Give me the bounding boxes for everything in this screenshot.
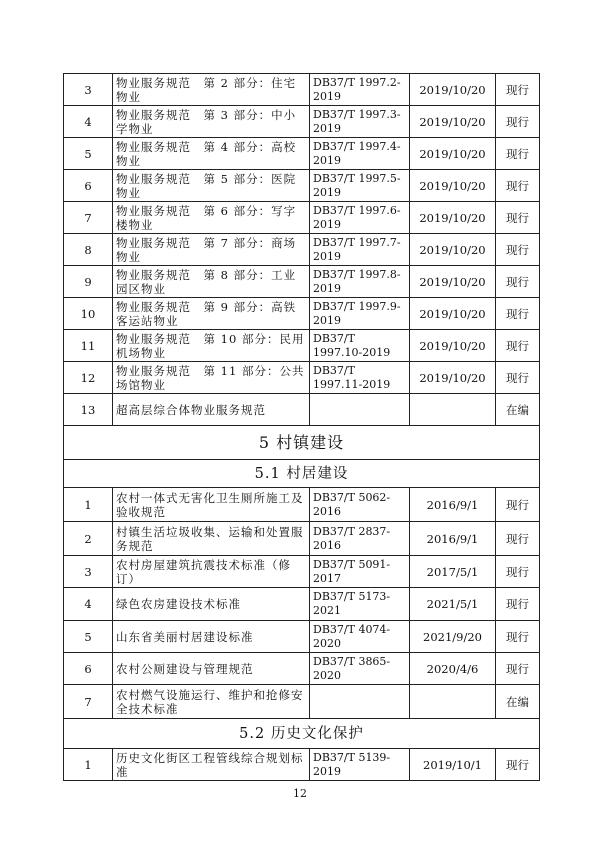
standard-code: DB37/T 3865-2020 [310,653,410,685]
standard-code: DB37/T 1997.2-2019 [310,74,410,106]
row-number: 9 [64,266,113,298]
table-row [64,298,540,330]
section-heading-row [64,426,540,460]
status: 在编 [496,394,540,426]
status: 现行 [496,170,540,202]
table-row [64,522,540,556]
effective-date: 2016/9/1 [410,522,496,556]
page-number: 12 [293,787,307,800]
standard-name: 超高层综合体物业服务规范 [113,394,310,426]
effective-date [410,394,496,426]
standard-code: DB37/T 1997.5-2019 [310,170,410,202]
standard-name: 物业服务规范 第 7 部分：商场物业 [113,234,310,266]
effective-date: 2021/9/20 [410,621,496,653]
row-number: 5 [64,621,113,653]
effective-date: 2019/10/20 [410,298,496,330]
standard-code: DB37/T 5091-2017 [310,556,410,588]
standard-code [310,685,410,719]
effective-date: 2019/10/20 [410,202,496,234]
subsection-heading: 5.2 历史文化保护 [64,719,540,749]
table-row [64,749,540,781]
row-number: 2 [64,522,113,556]
effective-date: 2019/10/20 [410,266,496,298]
standard-name: 农村公厕建设与管理规范 [113,653,310,685]
standard-code: DB37/T 5139-2019 [310,749,410,781]
status: 现行 [496,522,540,556]
table-row [64,170,540,202]
effective-date: 2021/5/1 [410,588,496,621]
row-number: 7 [64,202,113,234]
row-number: 10 [64,298,113,330]
section-heading: 5 村镇建设 [64,426,540,460]
standard-name: 物业服务规范 第 3 部分：中小学物业 [113,106,310,138]
standard-code [310,394,410,426]
effective-date: 2019/10/20 [410,138,496,170]
effective-date: 2019/10/20 [410,362,496,394]
effective-date: 2019/10/20 [410,106,496,138]
status: 现行 [496,653,540,685]
standard-name: 物业服务规范 第 9 部分：高铁客运站物业 [113,298,310,330]
standard-name: 历史文化街区工程管线综合规划标准 [113,749,310,781]
standard-code: DB37/T 5173-2021 [310,588,410,621]
status: 现行 [496,749,540,781]
table-row [64,138,540,170]
row-number: 7 [64,685,113,719]
effective-date: 2019/10/20 [410,234,496,266]
subsection-heading: 5.1 村居建设 [64,460,540,488]
standard-code: DB37/T 4074-2020 [310,621,410,653]
row-number: 1 [64,488,113,522]
table-row [64,394,540,426]
table-row [64,653,540,685]
table-row [64,556,540,588]
row-number: 5 [64,138,113,170]
property-standards-group [64,74,540,426]
status: 现行 [496,138,540,170]
subsection-heading-row [64,719,540,749]
standard-name: 物业服务规范 第 2 部分：住宅物业 [113,74,310,106]
table-row [64,588,540,621]
standard-name: 村镇生活垃圾收集、运输和处置服务规范 [113,522,310,556]
table-row [64,202,540,234]
table-row [64,106,540,138]
standard-code: DB37/T 2837-2016 [310,522,410,556]
row-number: 6 [64,170,113,202]
table-row [64,362,540,394]
standard-code: DB37/T 1997.9-2019 [310,298,410,330]
effective-date: 2019/10/1 [410,749,496,781]
row-number: 3 [64,556,113,588]
standard-name: 物业服务规范 第 11 部分：公共场馆物业 [113,362,310,394]
standard-code: DB37/T 1997.10-2019 [310,330,410,362]
standard-name: 农村燃气设施运行、维护和抢修安全技术标准 [113,685,310,719]
status: 现行 [496,330,540,362]
status: 现行 [496,74,540,106]
standard-name: 农村一体式无害化卫生厕所施工及验收规范 [113,488,310,522]
row-number: 1 [64,749,113,781]
standard-name: 物业服务规范 第 6 部分：写字楼物业 [113,202,310,234]
row-number: 11 [64,330,113,362]
status: 现行 [496,621,540,653]
status: 现行 [496,106,540,138]
effective-date: 2017/5/1 [410,556,496,588]
standard-name: 物业服务规范 第 10 部分：民用机场物业 [113,330,310,362]
village-construction-group [64,426,540,719]
standard-code: DB37/T 1997.3-2019 [310,106,410,138]
status: 现行 [496,234,540,266]
table-row [64,234,540,266]
standard-name: 绿色农房建设技术标准 [113,588,310,621]
standard-code: DB37/T 1997.4-2019 [310,138,410,170]
standard-name: 物业服务规范 第 5 部分：医院物业 [113,170,310,202]
table-row [64,488,540,522]
status: 现行 [496,266,540,298]
standard-name: 物业服务规范 第 4 部分：高校物业 [113,138,310,170]
standard-code: DB37/T 1997.8-2019 [310,266,410,298]
effective-date: 2016/9/1 [410,488,496,522]
table-row [64,330,540,362]
row-number: 8 [64,234,113,266]
heritage-protection-group [64,719,540,781]
standard-code: DB37/T 5062-2016 [310,488,410,522]
row-number: 6 [64,653,113,685]
table-row [64,74,540,106]
status: 现行 [496,202,540,234]
status: 在编 [496,685,540,719]
standard-code: DB37/T 1997.7-2019 [310,234,410,266]
effective-date: 2020/4/6 [410,653,496,685]
standard-name: 物业服务规范 第 8 部分：工业园区物业 [113,266,310,298]
row-number: 4 [64,588,113,621]
row-number: 3 [64,74,113,106]
effective-date [410,685,496,719]
table-row [64,621,540,653]
subsection-heading-row [64,460,540,488]
row-number: 4 [64,106,113,138]
standard-name: 农村房屋建筑抗震技术标准（修订） [113,556,310,588]
row-number: 12 [64,362,113,394]
table-row [64,685,540,719]
row-number: 13 [64,394,113,426]
status: 现行 [496,298,540,330]
effective-date: 2019/10/20 [410,74,496,106]
effective-date: 2019/10/20 [410,330,496,362]
standard-code: DB37/T 1997.6-2019 [310,202,410,234]
effective-date: 2019/10/20 [410,170,496,202]
status: 现行 [496,362,540,394]
standard-name: 山东省美丽村居建设标准 [113,621,310,653]
standard-code: DB37/T 1997.11-2019 [310,362,410,394]
table-row [64,266,540,298]
status: 现行 [496,488,540,522]
status: 现行 [496,588,540,621]
status: 现行 [496,556,540,588]
standards-table [63,73,540,781]
